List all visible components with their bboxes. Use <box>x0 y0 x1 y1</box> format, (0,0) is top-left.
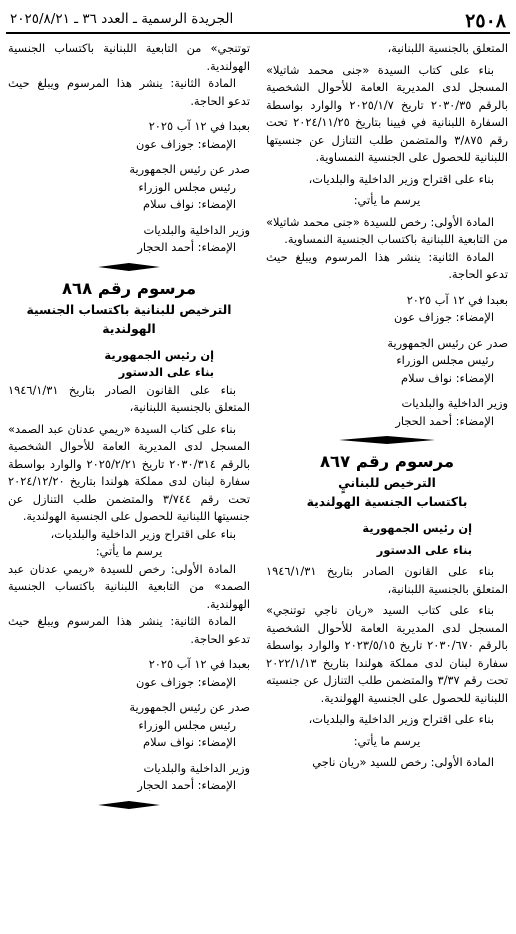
right-column <box>266 40 508 772</box>
minister-title: وزير الداخلية والبلديات <box>143 222 250 237</box>
signature-minister-2: الإمضاء: أحمد الحجار <box>137 778 236 792</box>
pm-title: رئيس مجلس الوزراء <box>138 179 236 194</box>
decree-line: يرسم ما يأتي: <box>353 193 421 207</box>
page-header <box>6 6 510 34</box>
section-divider <box>266 436 508 444</box>
signature-pm: الإمضاء: نواف سلام <box>143 197 236 211</box>
decree-title: مرسوم رقم ٨٦٨ <box>61 278 197 298</box>
article-one: المادة الأولى: رخص للسيدة «ريمي عدنان عبد الصمد» من التابعية اللبنانية باكتساب الجنسية الهولندية. <box>8 561 250 611</box>
article-two: المادة الثانية: ينشر هذا المرسوم ويبلغ حيث تدعو الحاجة. <box>8 76 250 108</box>
president-heading: إن رئيس الجمهورية <box>362 521 472 535</box>
section-divider-2 <box>8 801 250 809</box>
left-column <box>8 40 250 815</box>
issued-by: صدر عن رئيس الجمهورية <box>387 335 508 350</box>
issued-by: صدر عن رئيس الجمهورية <box>129 162 250 176</box>
signing-date: بعبدا في ١٢ آب ٢٠٢٥ <box>148 119 250 133</box>
paragraph-request-2: بناء على كتاب السيد «ريان ناجي توتنجي» المسجل لدى المديرية العامة للأحوال الشخصية بالرقم ٢٠٣٠/٦٧٠ تاريخ ٢٠٢٣/٥/١٥ والوارد بواسطة سفارة لبنان لدى مملكة هولندا بتاريخ ٢٠٢٢/١/١٣ تحت رقم ٣/٣٧ والمتضمن طلب التنازل عن جنسيته اللبنانية للحصول على الجنسية الهولندية. <box>266 603 509 705</box>
decree-line: يرسم ما يأتي: <box>95 544 163 558</box>
signature-president: الإمضاء: جوزاف عون <box>136 136 236 151</box>
constitution-heading: بناء على الدستور <box>118 365 214 379</box>
decree-title: مرسوم رقم ٨٦٧ <box>319 452 455 471</box>
article-two-2: المادة الثانية: ينشر هذا المرسوم ويبلغ حيث تدعو الحاجة. <box>8 614 250 646</box>
paragraph-proposal: بناء على اقتراح وزير الداخلية والبلديات، <box>50 526 236 541</box>
section-divider <box>8 263 250 271</box>
continued-line: المتعلق بالجنسية اللبنانية، <box>387 41 508 55</box>
continued-text: توتنجي» من التابعية اللبنانية باكتساب الجنسية الهولندية. <box>8 41 250 73</box>
paragraph-proposal-2: بناء على اقتراح وزير الداخلية والبلديات، <box>308 712 494 726</box>
decree-subtitle-1: الترخيص للبنانيٍ <box>338 476 436 490</box>
signature-president-2: الإمضاء: جوزاف عون <box>136 674 236 689</box>
gazette-title: الجريدة الرسمية ـ العدد ٣٦ ـ ٢٠٢٥/٨/٢١ <box>10 11 234 27</box>
signature-president: الإمضاء: جوزاف عون <box>394 310 494 324</box>
constitution-heading: بناء على الدستور <box>376 542 472 557</box>
pm-title: رئيس مجلس الوزراء <box>396 353 494 367</box>
signing-date-2: بعبدا في ١٢ آب ٢٠٢٥ <box>148 657 250 671</box>
article-one-2: المادة الأولى: رخص للسيد «ريان ناجي <box>312 755 494 769</box>
paragraph-request: بناء على كتاب السيدة «جنى محمد شاتيلا» المسجل لدى المديرية العامة للأحوال الشخصية بالرقم ٢٠٣٠/٣٥ تاريخ ٢٠٢٥/١/٧ والوارد بواسطة السفارة اللبنانية في فيينا بتاريخ ٢٠٢٤/١١/٢٥ تحت رقم ٣/٨٧٥ والمتضمن طلب التنازل عن جنسيتها اللبنانية للحصول على الجنسية النمساوية. <box>266 62 508 164</box>
signing-date: بعبدا في ١٢ آب ٢٠٢٥ <box>406 292 508 307</box>
decree-line-2: يرسم ما يأتي: <box>353 733 421 748</box>
article-two: المادة الثانية: ينشر هذا المرسوم ويبلغ حيث تدعو الحاجة. <box>266 249 508 281</box>
paragraph-request: بناء على كتاب السيدة «ريمي عدنان عبد الصمد» المسجل لدى المديرية العامة للأحوال الشخصية بالرقم ٢٠٣٠/٣١٤ تاريخ ٢٠٢٥/٢/٢١ والوارد بواسطة سفارة لبنان لدى مملكة هولندا بتاريخ ٢٠٢٤/١٢/٢٠ تحت رقم ٣/٧٤٤ والمتضمن طلب التنازل عن جنسيتها اللبنانية للحصول على الجنسية الهولندية. <box>8 421 251 523</box>
signature-pm: الإمضاء: نواف سلام <box>401 370 494 385</box>
article-one: المادة الأولى: رخص للسيدة «جنى محمد شاتيلا» من التابعية اللبنانية باكتساب الجنسية النمساوية. <box>266 214 508 246</box>
paragraph-law: بناء على القانون الصادر بتاريخ ١٩٤٦/١/٣١ المتعلق بالجنسية اللبنانية، <box>266 564 508 596</box>
president-heading: إن رئيس الجمهورية <box>104 347 214 362</box>
paragraph-proposal: بناء على اقتراح وزير الداخلية والبلديات، <box>308 171 494 186</box>
paragraph-law: بناء على القانون الصادر بتاريخ ١٩٤٦/١/٣١ المتعلق بالجنسية اللبنانية، <box>8 382 250 414</box>
pm-title-2: رئيس مجلس الوزراء <box>138 717 236 732</box>
signature-pm-2: الإمضاء: نواف سلام <box>143 735 236 749</box>
minister-title: وزير الداخلية والبلديات <box>401 396 508 410</box>
signature-minister: الإمضاء: أحمد الحجار <box>137 240 236 254</box>
decree-subtitle: الترخيص للبنانية باكتساب الجنسية الهولندية <box>26 302 232 336</box>
minister-title-2: وزير الداخلية والبلديات <box>143 760 250 775</box>
signature-minister: الإمضاء: أحمد الحجار <box>395 413 494 428</box>
decree-subtitle-2: باكتساب الجنسية الهولندية <box>306 495 468 509</box>
issued-by-2: صدر عن رئيس الجمهورية <box>129 700 250 714</box>
page-number: ٢٥٠٨ <box>465 10 506 32</box>
